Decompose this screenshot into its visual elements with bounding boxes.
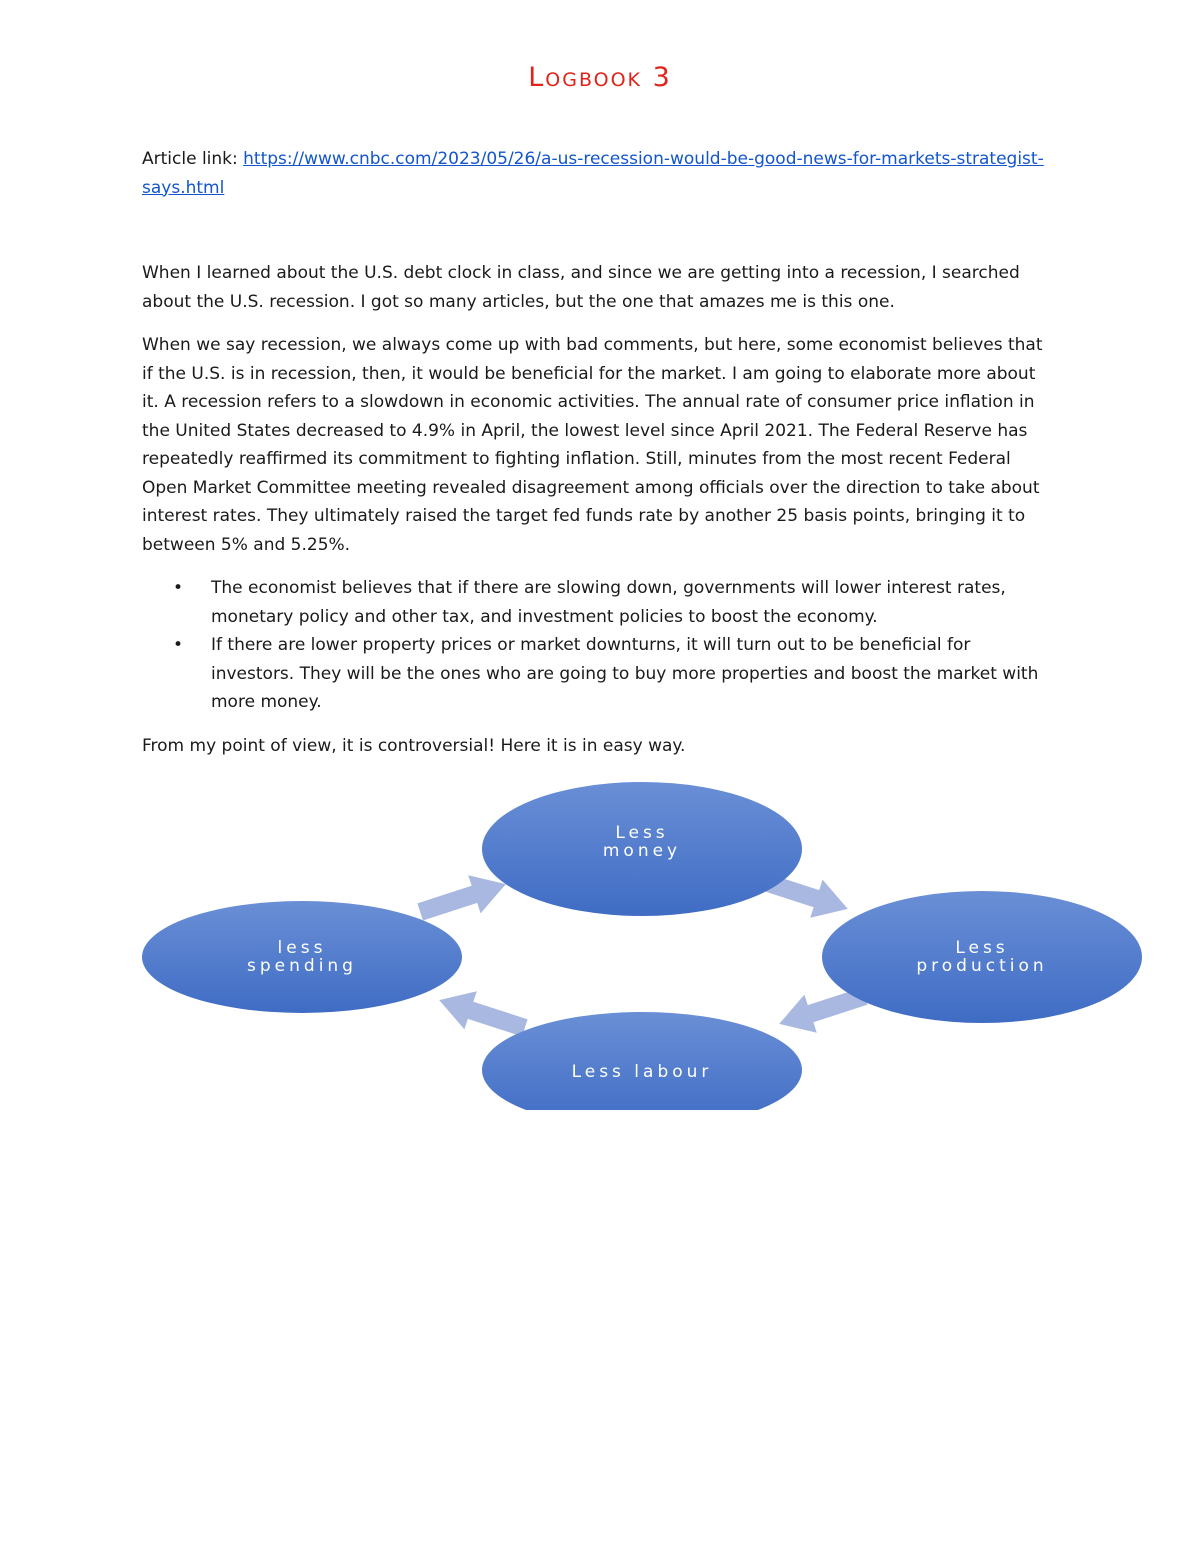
node-label: money [602, 841, 682, 861]
node-label: Less [615, 823, 669, 843]
paragraph-recession: When we say recession, we always come up with bad comments, but here, some economist believes that if the U.S. is in recession, then, it would be beneficial for the market. I am going to elaborate more about it. A recession refers to a slowdown in economic activities. The annual rate of consumer price inflation in the United States decreased to 4.9% in April, the lowest level since April 2021. The Federal Reserve has repeatedly reaffirmed its commitment to fighting inflation. Still, minutes from the most recent Federal Open Market Committee meeting revealed disagreement among officials over the direction to take about interest rates. They ultimately raised the target fed funds rate by another 25 basis points, bringing it to between 5% and 5.25%. [142, 335, 1043, 555]
article-label: Article link: [142, 149, 238, 169]
bullet-text: If there are lower property prices or market downturns, it will turn out to be beneficial for investors. They will be the ones who are going to buy more properties and boost the market with more money. [211, 635, 1039, 712]
article-link[interactable]: https://www.cnbc.com/2023/05/26/a-us-recession-would-be-good-news-for-markets-strategist-says.html [142, 149, 1044, 198]
node-label: production [916, 956, 1048, 976]
cycle-node-production [822, 891, 1142, 1023]
body-content [142, 259, 1047, 775]
page-title: Logbook 3 [528, 62, 672, 93]
bullet-icon: • [173, 578, 184, 598]
cycle-node-money [482, 782, 802, 916]
bullet-list [142, 574, 1047, 717]
node-label: Less [955, 938, 1009, 958]
paragraph-closing: From my point of view, it is controversial! Here it is in easy way. [142, 735, 686, 756]
node-label: Less labour [571, 1062, 713, 1082]
article-line [142, 145, 1047, 202]
cycle-node-labour [482, 1012, 802, 1110]
cycle-node-spending [142, 901, 462, 1013]
node-label: spending [247, 956, 357, 976]
cycle-diagram [0, 780, 1200, 1110]
list-item [142, 631, 1047, 717]
bullet-text: The economist believes that if there are slowing down, governments will lower interest rates, monetary policy and other tax, and investment policies to boost the economy. [211, 578, 1006, 627]
node-label: less [277, 938, 327, 958]
list-item [142, 574, 1047, 631]
paragraph-intro: When I learned about the U.S. debt clock in class, and since we are getting into a recession, I searched about the U.S. recession. I got so many articles, but the one that amazes me is this one. [142, 263, 1020, 312]
bullet-icon: • [173, 635, 184, 655]
